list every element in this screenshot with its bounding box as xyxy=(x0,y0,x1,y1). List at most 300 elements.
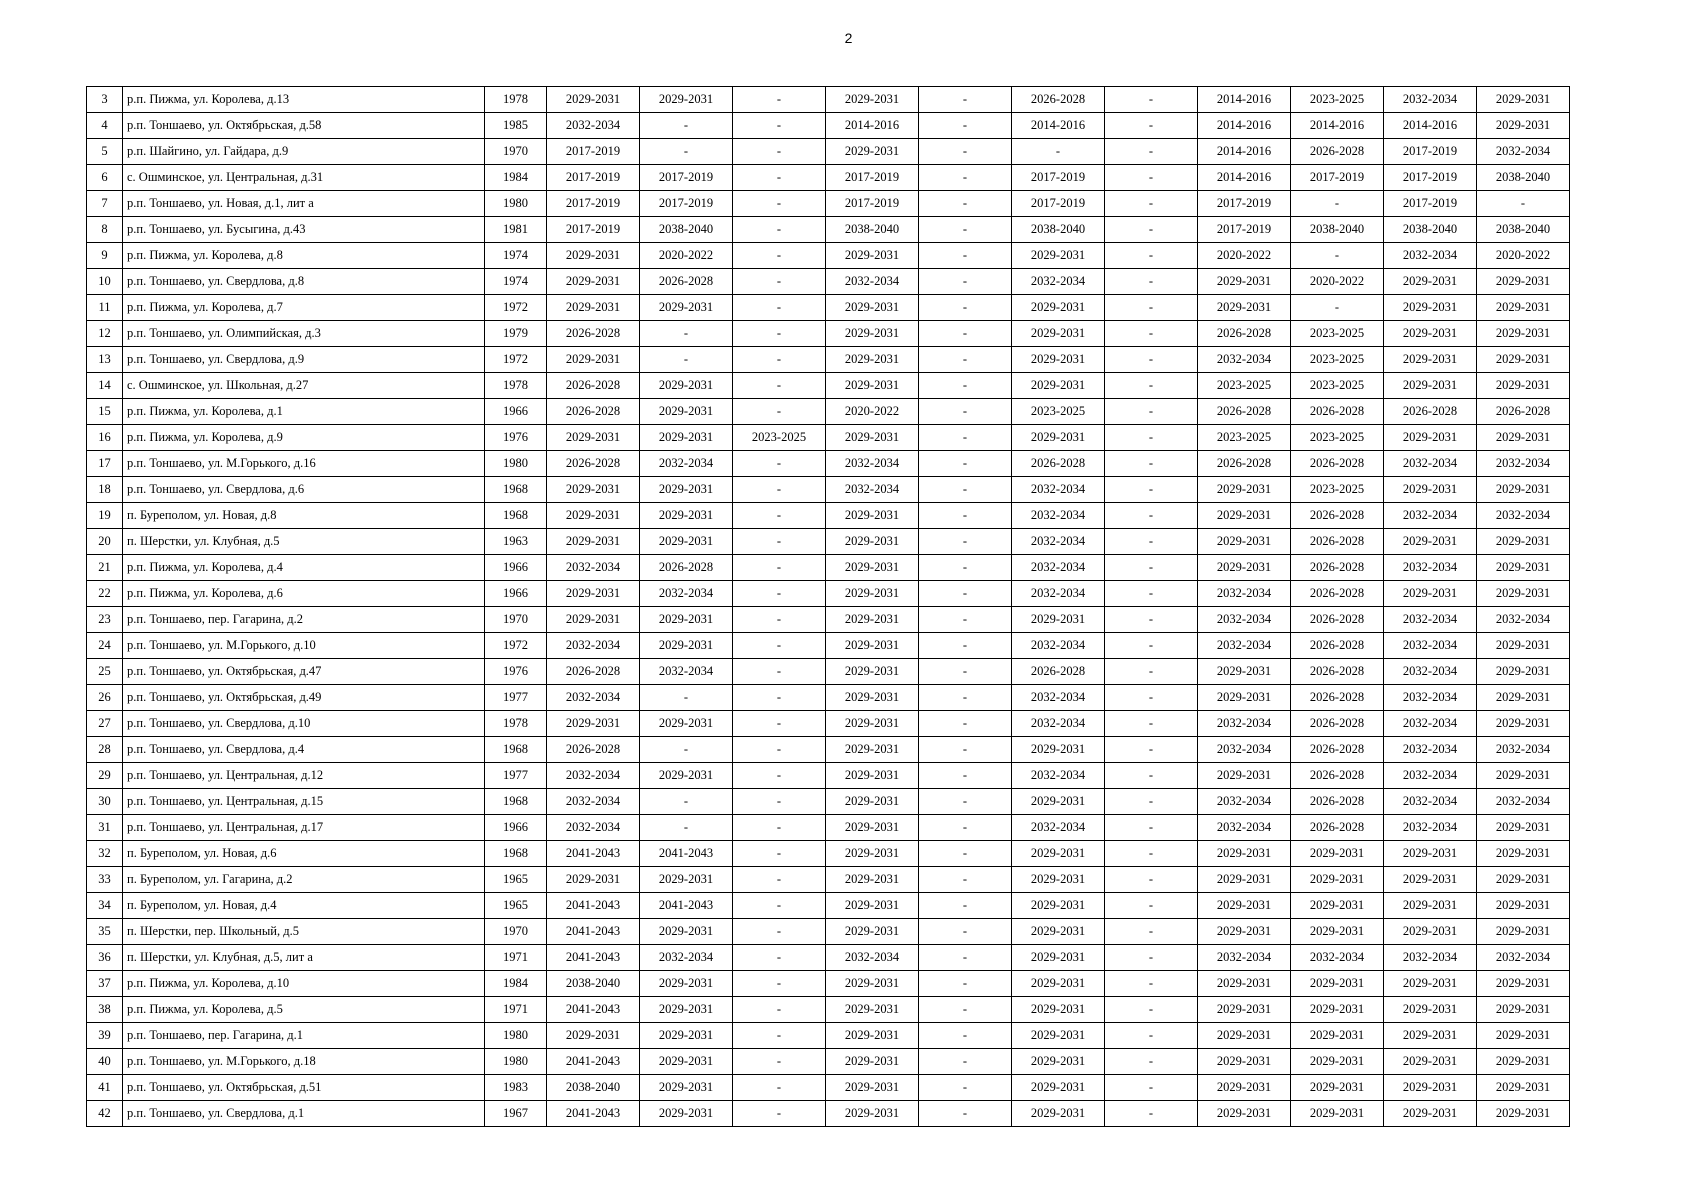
period-cell: - xyxy=(1105,659,1198,685)
year-cell: 1977 xyxy=(485,763,547,789)
period-cell: - xyxy=(1105,893,1198,919)
period-cell: 2032-2034 xyxy=(1477,945,1570,971)
table-row xyxy=(87,867,1570,893)
period-cell: 2029-2031 xyxy=(547,503,640,529)
period-cell: 2026-2028 xyxy=(640,269,733,295)
period-cell: 2029-2031 xyxy=(640,607,733,633)
address-cell: р.п. Тоншаево, ул. Свердлова, д.1 xyxy=(123,1101,485,1127)
period-cell: 2026-2028 xyxy=(1291,685,1384,711)
address-cell: с. Ошминское, ул. Школьная, д.27 xyxy=(123,373,485,399)
period-cell: 2032-2034 xyxy=(1198,711,1291,737)
period-cell: - xyxy=(919,373,1012,399)
period-cell: 2032-2034 xyxy=(1012,581,1105,607)
address-cell: р.п. Тоншаево, ул. М.Горького, д.18 xyxy=(123,1049,485,1075)
period-cell: - xyxy=(1291,191,1384,217)
address-cell: с. Ошминское, ул. Центральная, д.31 xyxy=(123,165,485,191)
period-cell: - xyxy=(919,451,1012,477)
period-cell: 2029-2031 xyxy=(1198,1023,1291,1049)
period-cell: 2032-2034 xyxy=(1012,555,1105,581)
period-cell: 2029-2031 xyxy=(1384,529,1477,555)
period-cell: - xyxy=(733,399,826,425)
period-cell: - xyxy=(1105,737,1198,763)
period-cell: - xyxy=(1105,217,1198,243)
row-number-cell: 18 xyxy=(87,477,123,503)
address-cell: р.п. Тоншаево, ул. Свердлова, д.4 xyxy=(123,737,485,763)
period-cell: 2029-2031 xyxy=(1012,945,1105,971)
period-cell: - xyxy=(733,763,826,789)
period-cell: 2029-2031 xyxy=(826,243,919,269)
period-cell: 2029-2031 xyxy=(1477,867,1570,893)
period-cell: - xyxy=(640,139,733,165)
period-cell: 2029-2031 xyxy=(640,1023,733,1049)
period-cell: - xyxy=(733,555,826,581)
period-cell: - xyxy=(919,191,1012,217)
table-row xyxy=(87,919,1570,945)
table-row xyxy=(87,815,1570,841)
period-cell: 2026-2028 xyxy=(1291,815,1384,841)
period-cell: 2032-2034 xyxy=(547,763,640,789)
year-cell: 1972 xyxy=(485,295,547,321)
period-cell: 2023-2025 xyxy=(1291,373,1384,399)
period-cell: - xyxy=(1105,763,1198,789)
period-cell: 2029-2031 xyxy=(640,399,733,425)
table-row xyxy=(87,87,1570,113)
period-cell: - xyxy=(1291,295,1384,321)
period-cell: - xyxy=(919,217,1012,243)
table-row xyxy=(87,1023,1570,1049)
period-cell: - xyxy=(733,1075,826,1101)
period-cell: 2029-2031 xyxy=(826,347,919,373)
row-number-cell: 20 xyxy=(87,529,123,555)
address-cell: р.п. Пижма, ул. Королева, д.9 xyxy=(123,425,485,451)
table-row xyxy=(87,425,1570,451)
period-cell: 2014-2016 xyxy=(826,113,919,139)
period-cell: 2026-2028 xyxy=(1291,139,1384,165)
period-cell: - xyxy=(1105,555,1198,581)
period-cell: 2017-2019 xyxy=(547,191,640,217)
period-cell: 2026-2028 xyxy=(1291,737,1384,763)
table-row xyxy=(87,295,1570,321)
period-cell: - xyxy=(733,87,826,113)
period-cell: 2032-2034 xyxy=(640,451,733,477)
row-number-cell: 39 xyxy=(87,1023,123,1049)
period-cell: 2029-2031 xyxy=(1291,841,1384,867)
row-number-cell: 36 xyxy=(87,945,123,971)
row-number-cell: 5 xyxy=(87,139,123,165)
period-cell: 2032-2034 xyxy=(547,555,640,581)
period-cell: - xyxy=(1105,1023,1198,1049)
period-cell: 2038-2040 xyxy=(826,217,919,243)
year-cell: 1968 xyxy=(485,841,547,867)
period-cell: 2038-2040 xyxy=(1384,217,1477,243)
period-cell: 2032-2034 xyxy=(1198,789,1291,815)
period-cell: 2032-2034 xyxy=(547,789,640,815)
period-cell: 2023-2025 xyxy=(1291,87,1384,113)
period-cell: 2029-2031 xyxy=(826,607,919,633)
period-cell: 2026-2028 xyxy=(1291,789,1384,815)
period-cell: 2029-2031 xyxy=(1477,1049,1570,1075)
period-cell: - xyxy=(1105,113,1198,139)
period-cell: 2029-2031 xyxy=(1477,1023,1570,1049)
period-cell: 2029-2031 xyxy=(640,1075,733,1101)
address-cell: р.п. Тоншаево, ул. Свердлова, д.8 xyxy=(123,269,485,295)
address-cell: п. Шерстки, ул. Клубная, д.5, лит а xyxy=(123,945,485,971)
period-cell: 2029-2031 xyxy=(547,711,640,737)
year-cell: 1980 xyxy=(485,191,547,217)
period-cell: 2029-2031 xyxy=(1477,1101,1570,1127)
period-cell: - xyxy=(733,789,826,815)
period-cell: 2026-2028 xyxy=(640,555,733,581)
year-cell: 1970 xyxy=(485,607,547,633)
period-cell: - xyxy=(640,321,733,347)
year-cell: 1972 xyxy=(485,347,547,373)
period-cell: 2041-2043 xyxy=(547,945,640,971)
period-cell: 2026-2028 xyxy=(547,373,640,399)
period-cell: 2029-2031 xyxy=(1198,1075,1291,1101)
period-cell: - xyxy=(733,269,826,295)
period-cell: 2029-2031 xyxy=(1012,373,1105,399)
period-cell: - xyxy=(919,529,1012,555)
period-cell: 2029-2031 xyxy=(1477,919,1570,945)
period-cell: 2032-2034 xyxy=(1198,581,1291,607)
address-cell: р.п. Тоншаево, ул. М.Горького, д.16 xyxy=(123,451,485,477)
period-cell: - xyxy=(1105,373,1198,399)
period-cell: 2023-2025 xyxy=(1012,399,1105,425)
table-row xyxy=(87,971,1570,997)
period-cell: 2026-2028 xyxy=(1012,87,1105,113)
year-cell: 1976 xyxy=(485,659,547,685)
period-cell: 2029-2031 xyxy=(1291,1049,1384,1075)
table-row xyxy=(87,399,1570,425)
period-cell: - xyxy=(733,893,826,919)
period-cell: 2029-2031 xyxy=(826,763,919,789)
period-cell: 2026-2028 xyxy=(1291,451,1384,477)
table-row xyxy=(87,217,1570,243)
period-cell: - xyxy=(919,763,1012,789)
year-cell: 1983 xyxy=(485,1075,547,1101)
period-cell: - xyxy=(733,503,826,529)
period-cell: 2041-2043 xyxy=(640,893,733,919)
period-cell: 2029-2031 xyxy=(826,997,919,1023)
period-cell: 2029-2031 xyxy=(640,373,733,399)
period-cell: 2038-2040 xyxy=(1477,217,1570,243)
period-cell: 2020-2022 xyxy=(1291,269,1384,295)
period-cell: - xyxy=(919,841,1012,867)
period-cell: 2029-2031 xyxy=(1384,269,1477,295)
period-cell: - xyxy=(919,165,1012,191)
period-cell: 2026-2028 xyxy=(1291,529,1384,555)
row-number-cell: 37 xyxy=(87,971,123,997)
period-cell: 2032-2034 xyxy=(1384,945,1477,971)
period-cell: 2029-2031 xyxy=(1477,711,1570,737)
row-number-cell: 40 xyxy=(87,1049,123,1075)
period-cell: 2029-2031 xyxy=(1477,113,1570,139)
period-cell: - xyxy=(1105,425,1198,451)
year-cell: 1966 xyxy=(485,555,547,581)
period-cell: 2032-2034 xyxy=(1384,633,1477,659)
row-number-cell: 38 xyxy=(87,997,123,1023)
period-cell: - xyxy=(919,1023,1012,1049)
period-cell: 2029-2031 xyxy=(1012,243,1105,269)
row-number-cell: 33 xyxy=(87,867,123,893)
period-cell: 2029-2031 xyxy=(826,919,919,945)
period-cell: 2023-2025 xyxy=(1198,373,1291,399)
period-cell: 2032-2034 xyxy=(1384,685,1477,711)
period-cell: 2029-2031 xyxy=(1291,919,1384,945)
period-cell: - xyxy=(919,113,1012,139)
period-cell: - xyxy=(733,581,826,607)
period-cell: 2029-2031 xyxy=(640,711,733,737)
period-cell: 2032-2034 xyxy=(1477,139,1570,165)
table-row xyxy=(87,737,1570,763)
period-cell: - xyxy=(919,633,1012,659)
period-cell: - xyxy=(733,477,826,503)
address-cell: п. Шерстки, ул. Клубная, д.5 xyxy=(123,529,485,555)
period-cell: 2017-2019 xyxy=(1198,217,1291,243)
period-cell: - xyxy=(1105,477,1198,503)
period-cell: 2038-2040 xyxy=(547,1075,640,1101)
period-cell: - xyxy=(919,581,1012,607)
address-cell: р.п. Тоншаево, ул. Октябрьская, д.47 xyxy=(123,659,485,685)
period-cell: 2038-2040 xyxy=(1012,217,1105,243)
row-number-cell: 12 xyxy=(87,321,123,347)
period-cell: 2029-2031 xyxy=(1384,321,1477,347)
period-cell: - xyxy=(1477,191,1570,217)
period-cell: - xyxy=(1105,347,1198,373)
address-cell: р.п. Тоншаево, ул. Центральная, д.17 xyxy=(123,815,485,841)
address-cell: р.п. Тоншаево, ул. Свердлова, д.6 xyxy=(123,477,485,503)
period-cell: 2032-2034 xyxy=(547,815,640,841)
period-cell: 2029-2031 xyxy=(826,1023,919,1049)
period-cell: 2029-2031 xyxy=(826,1049,919,1075)
period-cell: - xyxy=(1105,997,1198,1023)
table-row xyxy=(87,945,1570,971)
table-row xyxy=(87,165,1570,191)
address-cell: р.п. Тоншаево, ул. Свердлова, д.10 xyxy=(123,711,485,737)
period-cell: - xyxy=(1105,87,1198,113)
period-cell: - xyxy=(640,789,733,815)
period-cell: 2026-2028 xyxy=(1012,451,1105,477)
period-cell: 2029-2031 xyxy=(1198,971,1291,997)
year-cell: 1981 xyxy=(485,217,547,243)
period-cell: 2032-2034 xyxy=(1384,243,1477,269)
row-number-cell: 13 xyxy=(87,347,123,373)
row-number-cell: 26 xyxy=(87,685,123,711)
period-cell: 2032-2034 xyxy=(1477,451,1570,477)
period-cell: 2029-2031 xyxy=(640,919,733,945)
address-cell: р.п. Тоншаево, ул. Центральная, д.12 xyxy=(123,763,485,789)
period-cell: - xyxy=(640,685,733,711)
table-row xyxy=(87,1075,1570,1101)
period-cell: - xyxy=(919,945,1012,971)
period-cell: 2026-2028 xyxy=(1477,399,1570,425)
period-cell: 2014-2016 xyxy=(1291,113,1384,139)
period-cell: 2032-2034 xyxy=(1477,503,1570,529)
period-cell: 2029-2031 xyxy=(1384,997,1477,1023)
period-cell: 2029-2031 xyxy=(547,477,640,503)
period-cell: 2029-2031 xyxy=(1198,763,1291,789)
table-row xyxy=(87,139,1570,165)
period-cell: - xyxy=(1105,243,1198,269)
period-cell: 2029-2031 xyxy=(547,347,640,373)
period-cell: 2017-2019 xyxy=(1384,139,1477,165)
table-row xyxy=(87,243,1570,269)
period-cell: 2041-2043 xyxy=(547,1049,640,1075)
address-cell: р.п. Тоншаево, ул. Центральная, д.15 xyxy=(123,789,485,815)
period-cell: 2029-2031 xyxy=(1477,815,1570,841)
period-cell: - xyxy=(1105,1075,1198,1101)
period-cell: 2029-2031 xyxy=(1477,529,1570,555)
period-cell: 2029-2031 xyxy=(1384,373,1477,399)
period-cell: - xyxy=(733,711,826,737)
table-row xyxy=(87,321,1570,347)
period-cell: 2029-2031 xyxy=(1012,1023,1105,1049)
period-cell: 2029-2031 xyxy=(1291,1023,1384,1049)
period-cell: 2032-2034 xyxy=(547,685,640,711)
period-cell: 2029-2031 xyxy=(1198,997,1291,1023)
period-cell: 2032-2034 xyxy=(1012,763,1105,789)
period-cell: 2029-2031 xyxy=(1012,867,1105,893)
period-cell: 2029-2031 xyxy=(1477,1075,1570,1101)
table-row xyxy=(87,503,1570,529)
year-cell: 1972 xyxy=(485,633,547,659)
period-cell: - xyxy=(640,113,733,139)
period-cell: 2032-2034 xyxy=(1198,633,1291,659)
period-cell: 2032-2034 xyxy=(1198,347,1291,373)
row-number-cell: 19 xyxy=(87,503,123,529)
period-cell: 2029-2031 xyxy=(1477,685,1570,711)
period-cell: 2029-2031 xyxy=(547,529,640,555)
row-number-cell: 7 xyxy=(87,191,123,217)
row-number-cell: 4 xyxy=(87,113,123,139)
table-row xyxy=(87,581,1570,607)
period-cell: 2029-2031 xyxy=(547,425,640,451)
table-row xyxy=(87,893,1570,919)
period-cell: 2029-2031 xyxy=(1198,295,1291,321)
period-cell: - xyxy=(733,373,826,399)
period-cell: 2029-2031 xyxy=(1198,685,1291,711)
period-cell: 2029-2031 xyxy=(640,867,733,893)
period-cell: 2032-2034 xyxy=(1198,607,1291,633)
period-cell: 2029-2031 xyxy=(826,139,919,165)
period-cell: 2041-2043 xyxy=(547,919,640,945)
period-cell: 2029-2031 xyxy=(1384,295,1477,321)
period-cell: 2017-2019 xyxy=(1198,191,1291,217)
period-cell: 2032-2034 xyxy=(547,633,640,659)
period-cell: - xyxy=(1105,529,1198,555)
period-cell: 2029-2031 xyxy=(1384,1075,1477,1101)
year-cell: 1968 xyxy=(485,737,547,763)
period-cell: - xyxy=(733,997,826,1023)
year-cell: 1974 xyxy=(485,269,547,295)
period-cell: - xyxy=(1105,1101,1198,1127)
period-cell: 2029-2031 xyxy=(640,763,733,789)
period-cell: - xyxy=(919,269,1012,295)
period-cell: 2026-2028 xyxy=(1291,633,1384,659)
row-number-cell: 30 xyxy=(87,789,123,815)
period-cell: 2017-2019 xyxy=(1384,191,1477,217)
period-cell: - xyxy=(1105,867,1198,893)
period-cell: 2029-2031 xyxy=(640,425,733,451)
period-cell: 2032-2034 xyxy=(826,269,919,295)
period-cell: 2029-2031 xyxy=(1477,555,1570,581)
year-cell: 1978 xyxy=(485,87,547,113)
period-cell: 2029-2031 xyxy=(1198,841,1291,867)
period-cell: 2029-2031 xyxy=(1012,997,1105,1023)
address-cell: п. Шерстки, пер. Школьный, д.5 xyxy=(123,919,485,945)
period-cell: 2029-2031 xyxy=(1198,477,1291,503)
period-cell: 2029-2031 xyxy=(1384,581,1477,607)
period-cell: 2017-2019 xyxy=(547,165,640,191)
address-cell: р.п. Тоншаево, ул. Бусыгина, д.43 xyxy=(123,217,485,243)
period-cell: - xyxy=(1105,971,1198,997)
period-cell: 2032-2034 xyxy=(640,945,733,971)
period-cell: 2029-2031 xyxy=(640,295,733,321)
period-cell: - xyxy=(1105,685,1198,711)
period-cell: - xyxy=(1105,165,1198,191)
period-cell: - xyxy=(733,945,826,971)
period-cell: - xyxy=(919,425,1012,451)
period-cell: 2029-2031 xyxy=(547,295,640,321)
year-cell: 1970 xyxy=(485,139,547,165)
year-cell: 1966 xyxy=(485,399,547,425)
period-cell: - xyxy=(919,789,1012,815)
period-cell: - xyxy=(919,243,1012,269)
period-cell: 2032-2034 xyxy=(1384,87,1477,113)
period-cell: 2029-2031 xyxy=(1477,269,1570,295)
table-row xyxy=(87,555,1570,581)
year-cell: 1976 xyxy=(485,425,547,451)
period-cell: 2026-2028 xyxy=(547,659,640,685)
period-cell: 2029-2031 xyxy=(640,997,733,1023)
year-cell: 1965 xyxy=(485,893,547,919)
row-number-cell: 35 xyxy=(87,919,123,945)
period-cell: - xyxy=(919,815,1012,841)
period-cell: 2029-2031 xyxy=(1477,347,1570,373)
period-cell: - xyxy=(919,1049,1012,1075)
period-cell: 2026-2028 xyxy=(1291,503,1384,529)
year-cell: 1980 xyxy=(485,1023,547,1049)
period-cell: 2032-2034 xyxy=(1384,711,1477,737)
period-cell: 2029-2031 xyxy=(1198,529,1291,555)
period-cell: - xyxy=(1105,607,1198,633)
table-row xyxy=(87,607,1570,633)
period-cell: 2029-2031 xyxy=(640,1049,733,1075)
period-cell: 2014-2016 xyxy=(1198,165,1291,191)
period-cell: 2029-2031 xyxy=(826,659,919,685)
period-cell: 2026-2028 xyxy=(1291,399,1384,425)
period-cell: - xyxy=(733,191,826,217)
period-cell: 2038-2040 xyxy=(1291,217,1384,243)
period-cell: - xyxy=(640,347,733,373)
year-cell: 1984 xyxy=(485,165,547,191)
year-cell: 1977 xyxy=(485,685,547,711)
row-number-cell: 41 xyxy=(87,1075,123,1101)
period-cell: - xyxy=(919,347,1012,373)
period-cell: 2014-2016 xyxy=(1198,113,1291,139)
period-cell: 2023-2025 xyxy=(733,425,826,451)
period-cell: 2029-2031 xyxy=(640,1101,733,1127)
period-cell: 2032-2034 xyxy=(826,477,919,503)
period-cell: 2023-2025 xyxy=(1291,321,1384,347)
period-cell: 2017-2019 xyxy=(640,191,733,217)
period-cell: 2029-2031 xyxy=(640,971,733,997)
period-cell: - xyxy=(919,737,1012,763)
period-cell: 2020-2022 xyxy=(1198,243,1291,269)
period-cell: - xyxy=(733,971,826,997)
period-cell: - xyxy=(1291,243,1384,269)
period-cell: 2038-2040 xyxy=(547,971,640,997)
